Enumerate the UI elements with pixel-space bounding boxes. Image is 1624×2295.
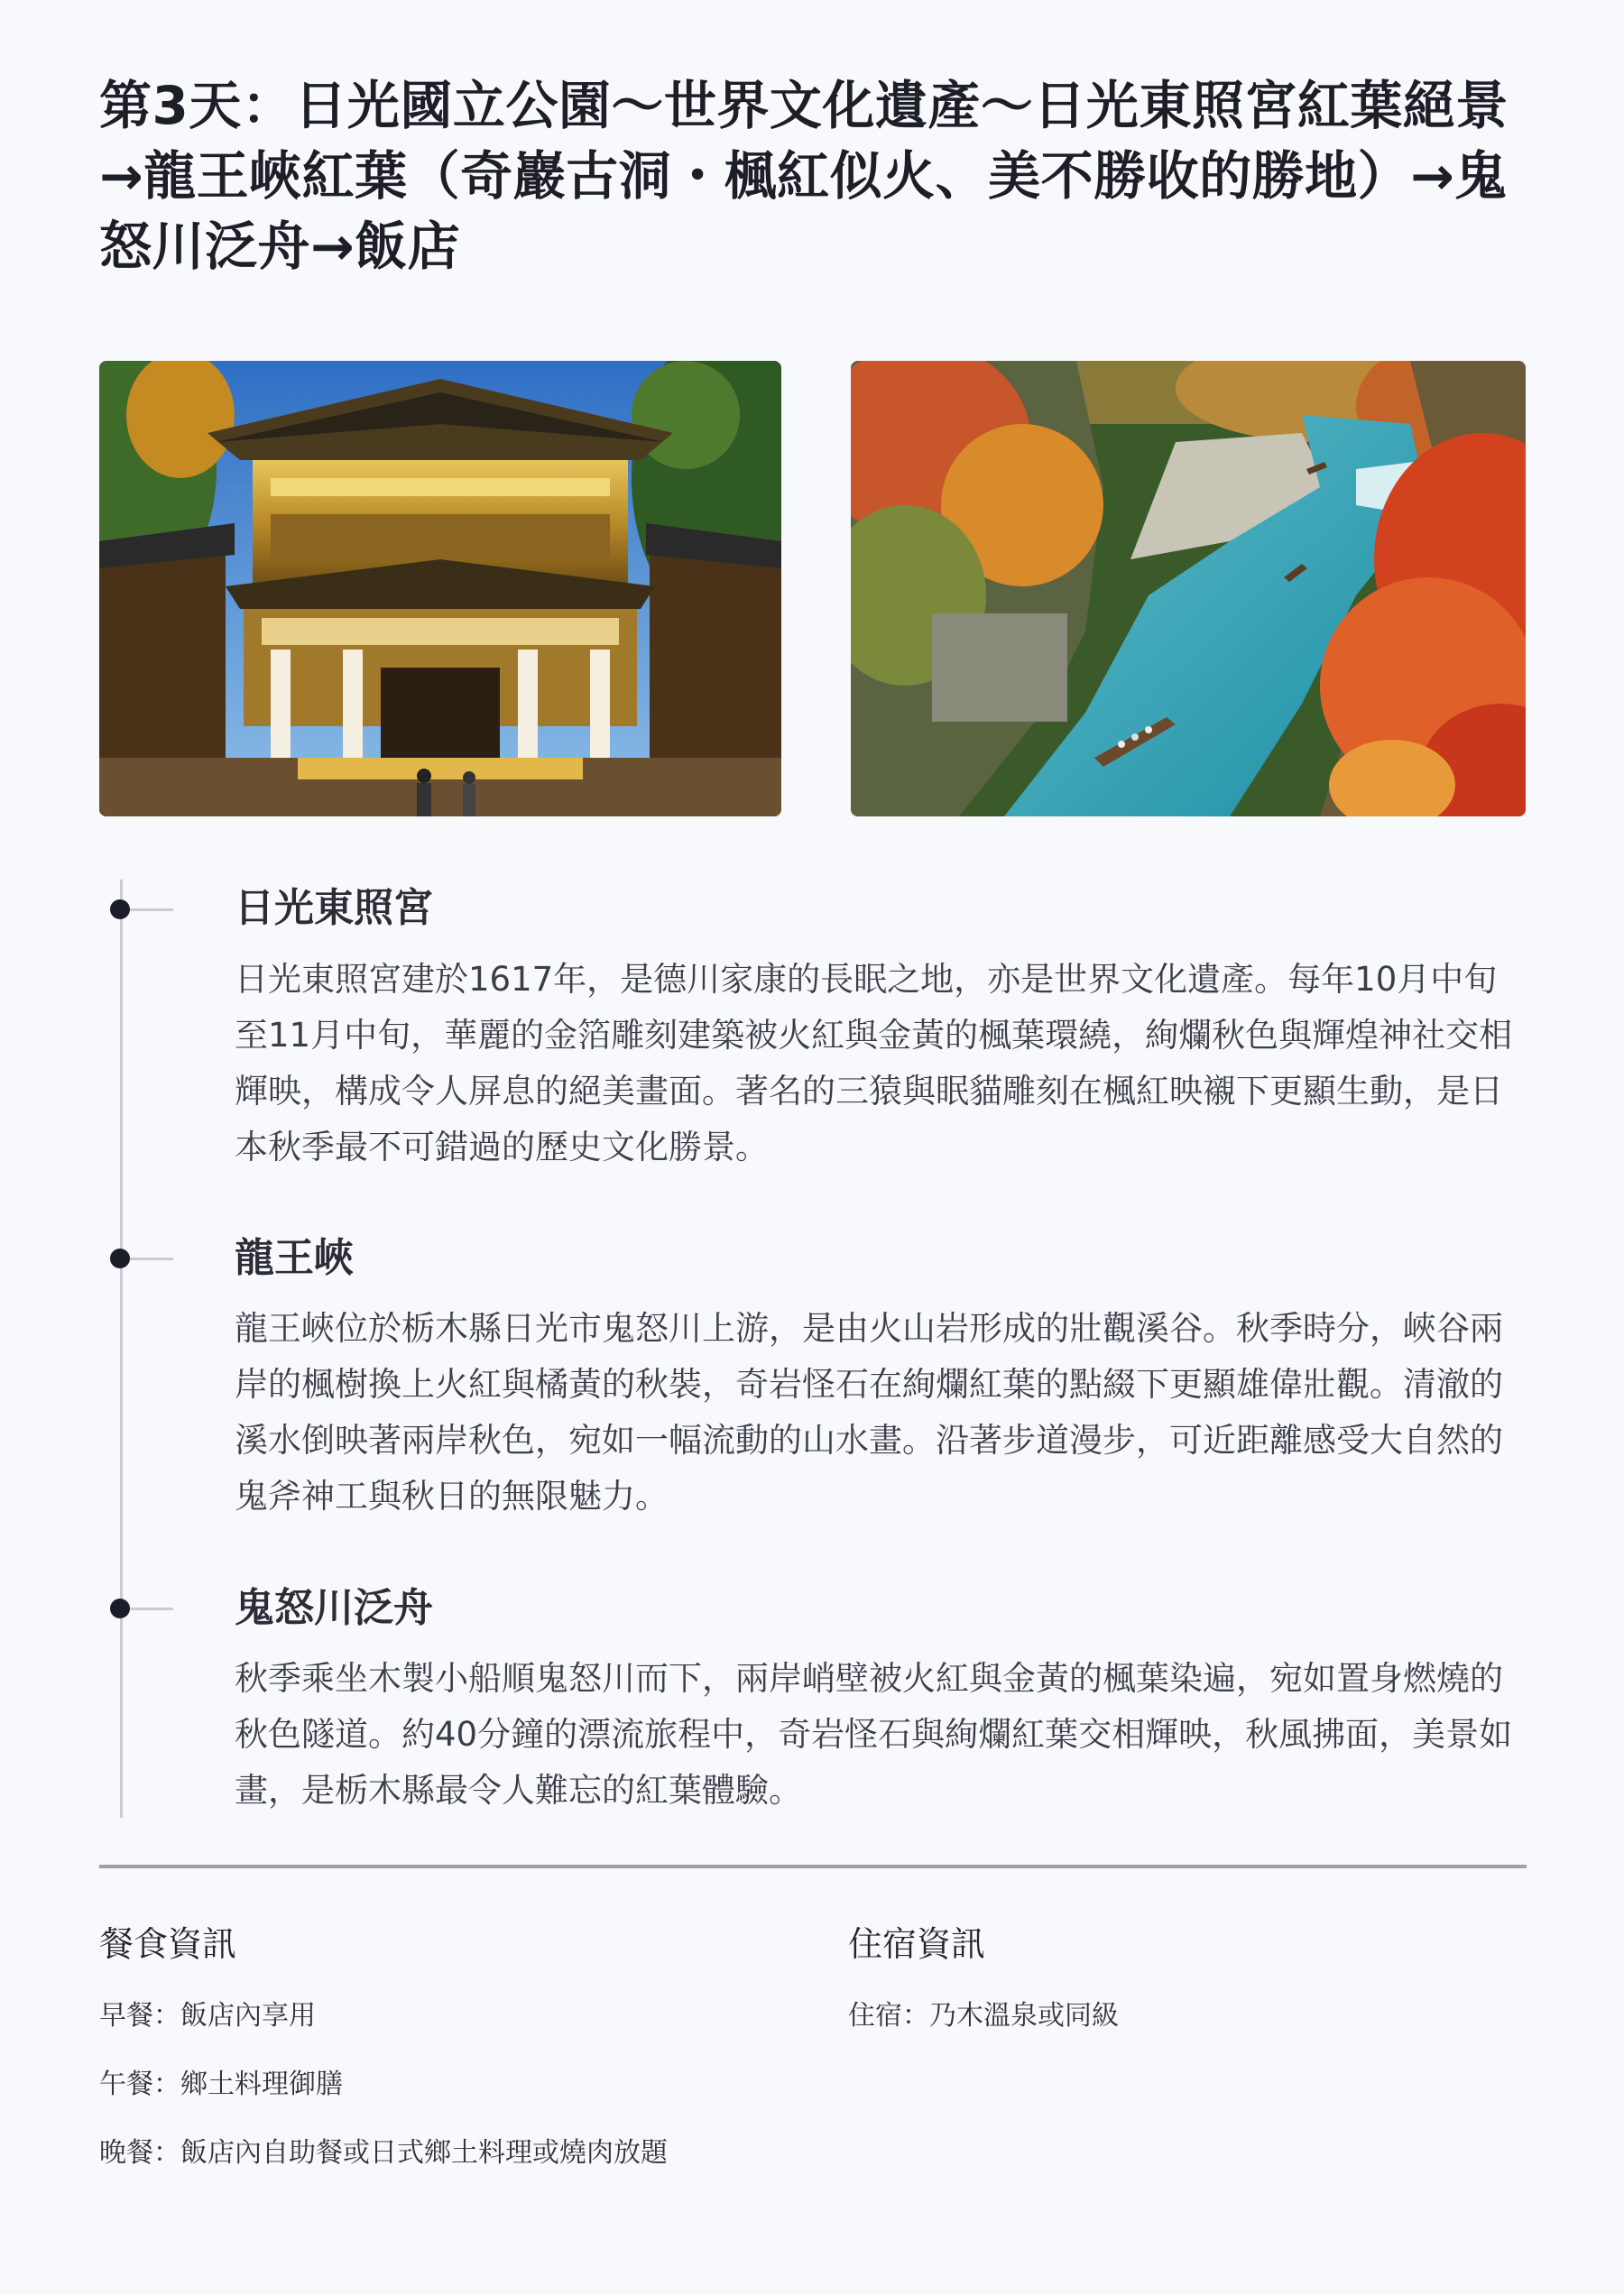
section-title-ryuokyo: 龍王峽 (235, 1235, 354, 1281)
timeline-dot (110, 1599, 130, 1618)
section-body-ryuokyo: 龍王峽位於栃木縣日光市鬼怒川上游，是由火山岩形成的壯觀溪谷。秋季時分，峽谷兩岸的楓樹換上火紅與橘黃的秋裝，奇岩怪石在絢爛紅葉的點綴下更顯雄偉壯觀。清澈的溪水倒映著兩岸秋色，宛如一幅流動的山水畫。沿著步道漫步，可近距離感受大自然的鬼斧神工與秋日的無限魅力。 (235, 1309, 1503, 1516)
toshogu-gate-photo (99, 361, 781, 816)
timeline-dot (110, 899, 130, 919)
timeline-dot (110, 1249, 130, 1268)
section-body-toshogu: 日光東照宮建於1617年，是德川家康的長眠之地，亦是世界文化遺產。每年10月中旬至11月中旬，華麗的金箔雕刻建築被火紅與金黃的楓葉環繞，絢爛秋色與輝煌神社交相輝映，構成令人屏息的絕美畫面。著名的三猿與眠貓雕刻在楓紅映襯下更顯生動，是日本秋季最不可錯過的歷史文化勝景。 (235, 960, 1513, 1166)
meals-heading: 餐食資訊 (99, 1924, 237, 1964)
timeline-connector (130, 1258, 173, 1260)
section-title-kinugawa: 鬼怒川泛舟 (235, 1585, 433, 1631)
lunch-info: 午餐：鄉土料理御膳 (99, 2069, 343, 2100)
kinugawa-river-photo (851, 361, 1526, 816)
page-title: 第3天：日光國立公園～世界文化遺產～日光東照宮紅葉絕景→龍王峽紅葉（奇巖古洞・楓紅似火、美不勝收的勝地）→鬼怒川泛舟→飯店 (99, 75, 1509, 277)
timeline-line (120, 880, 123, 1818)
section-title-toshogu: 日光東照宮 (235, 885, 433, 931)
timeline-connector (130, 1608, 173, 1610)
section-body-kinugawa: 秋季乘坐木製小船順鬼怒川而下，兩岸峭壁被火紅與金黃的楓葉染遍，宛如置身燃燒的秋色隧道。約40分鐘的漂流旅程中，奇岩怪石與絢爛紅葉交相輝映，秋風拂面，美景如畫，是栃木縣最令人難忘的紅葉體驗。 (235, 1659, 1513, 1810)
dinner-info: 晚餐：飯店內自助餐或日式鄉土料理或燒肉放題 (99, 2137, 668, 2169)
footer-divider (99, 1865, 1527, 1868)
breakfast-info: 早餐：飯店內享用 (99, 2000, 316, 2032)
timeline-connector (130, 908, 173, 911)
hotel-info: 住宿：乃木溫泉或同級 (848, 2000, 1119, 2032)
lodging-heading: 住宿資訊 (848, 1924, 986, 1964)
